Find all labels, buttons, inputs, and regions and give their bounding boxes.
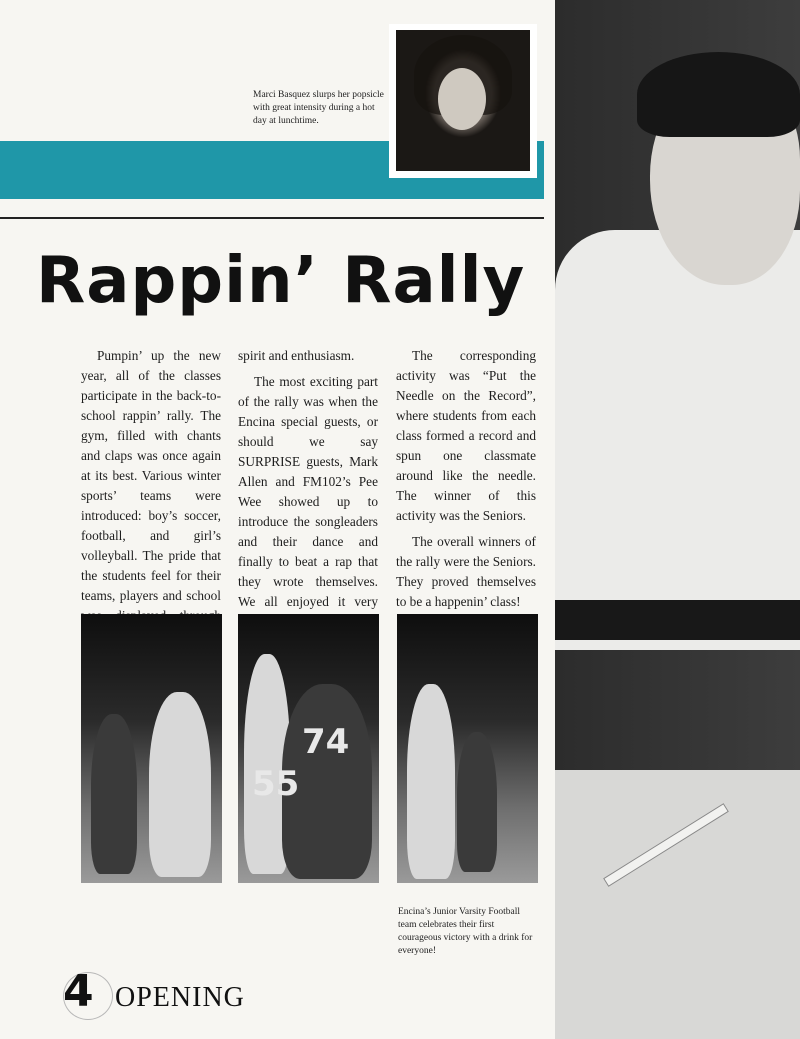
photo-belt-shape xyxy=(555,600,800,640)
jersey-number: 74 xyxy=(302,722,350,762)
top-photo-caption: Marci Basquez slurps her popsicle with great intensity during a hot day at lunchtime. xyxy=(253,90,384,126)
article-paragraph: The most exciting part of the rally was when the Encina special guests, or should we say SURPRISE guests, Mark Allen and FM102’s Pee Wee showed up to introduce the songleaders and their dance and finally to beat a rap that they wrote themselves. We all enjoyed it very xyxy=(238,374,378,609)
photo-marci-popsicle xyxy=(396,30,530,171)
article-paragraph: The corresponding activity was “Put the Needle on the Record”, where students from each class formed a record and spun one classmate around like the needle. The winner of this activity was the Seniors. xyxy=(396,348,536,523)
article-column-3 xyxy=(396,346,536,618)
bottom-photo-caption: Encina’s Junior Varsity Football team celebrates their first courageous victory with a drink for everyone! xyxy=(398,907,533,956)
player-shape xyxy=(149,692,211,877)
jersey-number: 55 xyxy=(252,764,300,804)
photo-table-shape xyxy=(555,770,800,1039)
article-column-2 xyxy=(238,346,378,658)
article-paragraph: spirit and enthusiasm. xyxy=(238,348,355,363)
section-title: OPENING xyxy=(115,982,245,1013)
football-photo-2 xyxy=(238,614,379,883)
photo-hair-shape xyxy=(637,52,800,137)
player-shape xyxy=(407,684,455,879)
photo-shirt-shape xyxy=(555,230,800,650)
headline-rule xyxy=(0,217,544,219)
photo-student-shouting xyxy=(555,0,800,1039)
article-column-1 xyxy=(81,346,221,652)
player-shape xyxy=(91,714,137,874)
article-paragraph: Pumpin’ up the new year, all of the classes participate in the back-to-school rappin’ rally. The gym, filled with chants and claps was once again at its best. Various winter sports’ teams were introduced: boy’s soccer, football, and girl’s volleyball. The pride that the students feel for their teams, players and school xyxy=(81,348,221,603)
article-paragraph: The overall winners of the rally were the Seniors. They proved themselves to be a happenin’ class! xyxy=(396,534,536,609)
page-number: 4 xyxy=(63,966,94,1017)
football-photo-3 xyxy=(397,614,538,883)
football-photo-1 xyxy=(81,614,222,883)
player-shape xyxy=(457,732,497,872)
photo-face-shape xyxy=(438,68,486,130)
page-title: Rappin’ Rally xyxy=(36,244,526,318)
folio xyxy=(63,966,323,1024)
